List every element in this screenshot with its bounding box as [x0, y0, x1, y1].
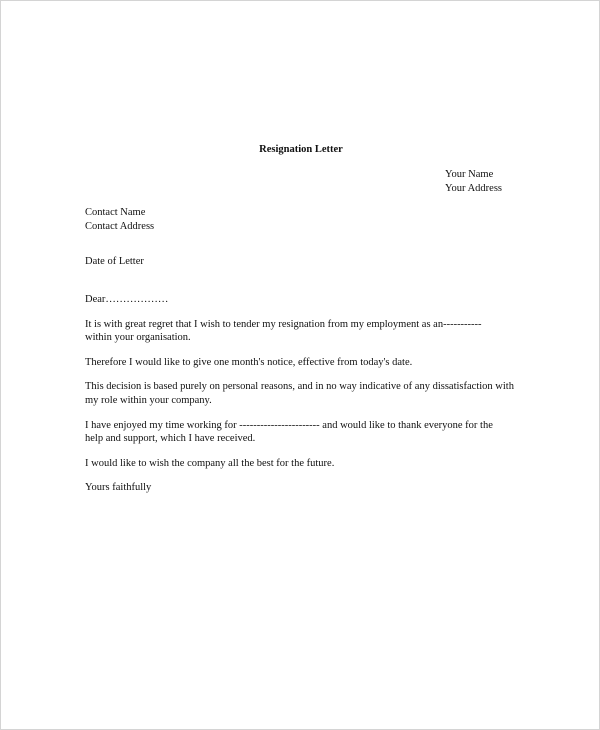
- letter-body: [85, 293, 520, 506]
- letter-title: Resignation Letter: [259, 144, 343, 155]
- paragraph-notice: [85, 356, 520, 370]
- closing: Yours faithfully: [85, 482, 152, 494]
- sender-block: [445, 168, 502, 196]
- paragraph-line: I would like to wish the company all the best for the future.: [85, 457, 335, 469]
- paragraph-line: within your organisation.: [85, 332, 191, 344]
- recipient-address: Contact Address: [85, 221, 155, 232]
- letter-date: Date of Letter: [85, 256, 144, 267]
- sender-address: Your Address: [445, 183, 502, 194]
- paragraph-line: help and support, which I have received.: [85, 433, 256, 445]
- paragraph-thanks: [85, 419, 520, 446]
- paragraph-reasons: [85, 380, 520, 407]
- paragraph-line: my role within your company.: [85, 394, 212, 406]
- paragraph-line: It is with great regret that I wish to tender my resignation from my employment as an-----------: [85, 318, 482, 330]
- paragraph-resignation: [85, 318, 520, 345]
- recipient-block: [85, 206, 154, 234]
- paragraph-line: This decision is based purely on personal reasons, and in no way indicative of any dissatisfaction with: [85, 381, 514, 393]
- paragraph-line: I have enjoyed my time working for ----------------------- and would like to thank everyone for the: [85, 419, 493, 431]
- recipient-name: Contact Name: [85, 207, 146, 218]
- paragraph-wishes: [85, 457, 520, 471]
- salutation: Dear………………: [85, 294, 169, 305]
- paragraph-line: Therefore I would like to give one month's notice, effective from today's date.: [85, 356, 413, 368]
- sender-name: Your Name: [445, 169, 494, 180]
